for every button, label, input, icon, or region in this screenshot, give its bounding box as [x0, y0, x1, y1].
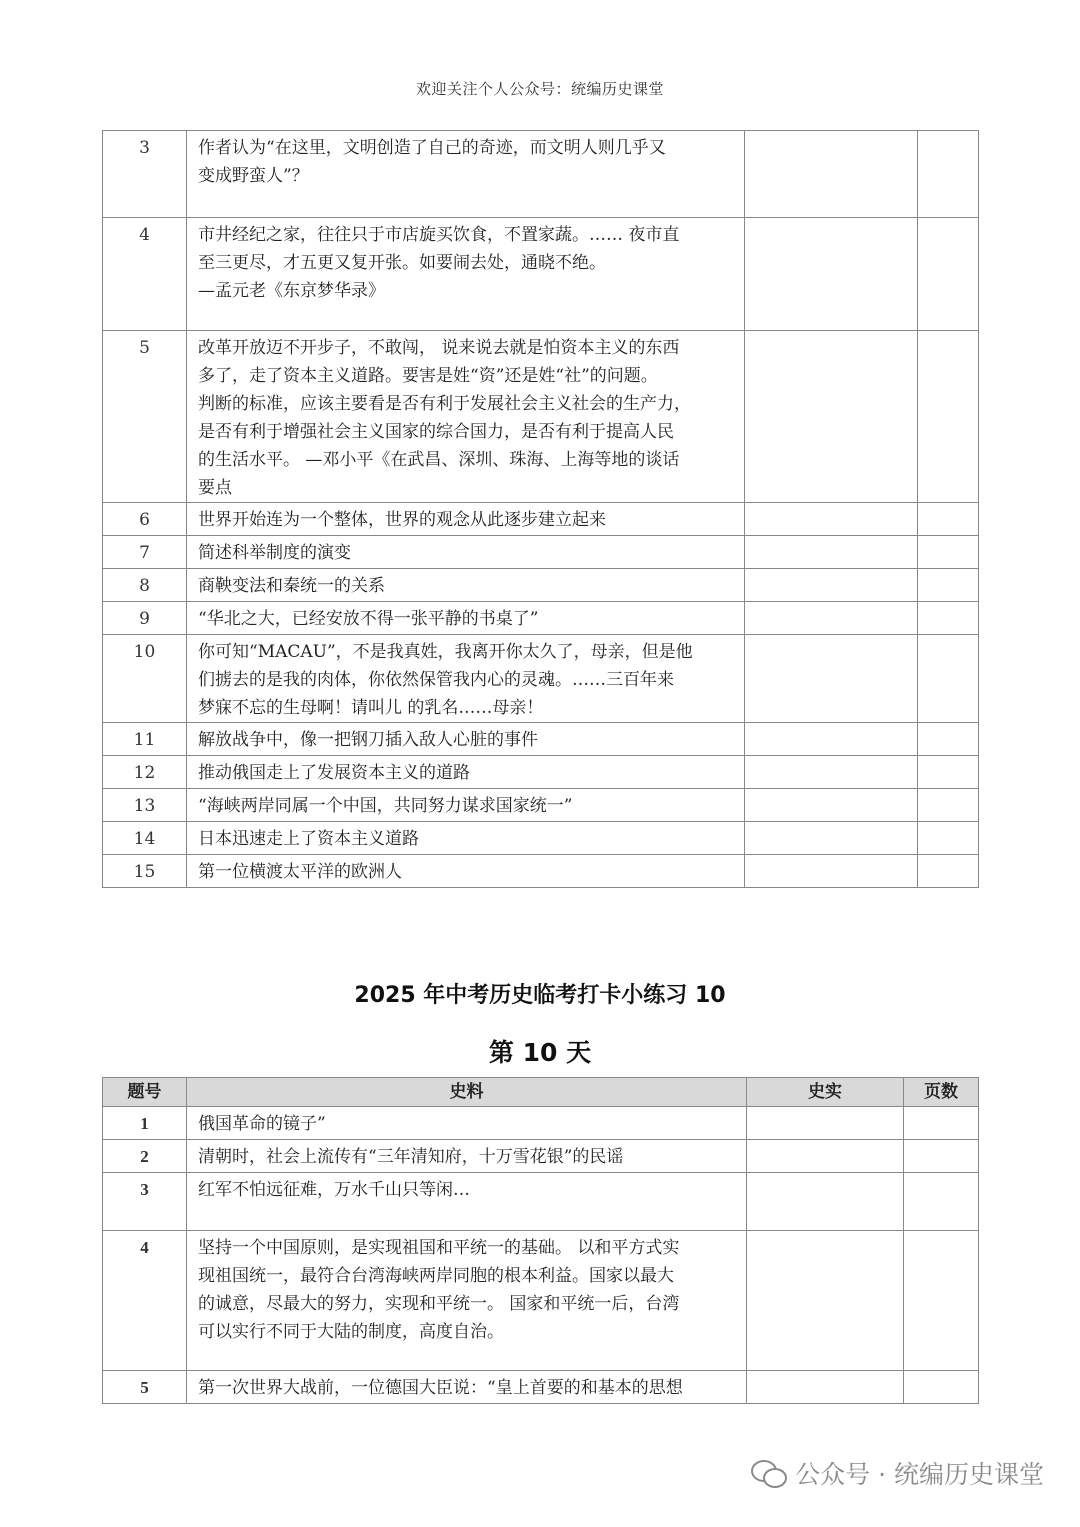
section-title: 2025 年中考历史临考打卡小练习 10 — [354, 983, 726, 1008]
row-number: 14 — [103, 822, 187, 855]
header-fact: 史实 — [747, 1078, 904, 1107]
page-cell[interactable] — [918, 756, 979, 789]
row-number: 3 — [103, 131, 187, 218]
fact-cell[interactable] — [745, 569, 918, 602]
fact-cell[interactable] — [745, 822, 918, 855]
source-line: 清朝时，社会上流传有“三年清知府，十万雪花银”的民谣 — [198, 1147, 624, 1167]
source-line: 是否有利于增强社会主义国家的综合国力，是否有利于提高人民 — [198, 422, 674, 442]
page-cell[interactable] — [918, 635, 979, 723]
fact-cell[interactable] — [745, 218, 918, 331]
source-cell — [187, 855, 745, 888]
watermark-text: 公众号 · 统编历史课堂 — [795, 1460, 1044, 1489]
source-cell — [187, 218, 745, 331]
row-number: 1 — [103, 1107, 187, 1140]
fact-cell[interactable] — [745, 789, 918, 822]
source-line: 市井经纪之家，往往只于市店旋买饮食，不置家蔬。…… 夜市直 — [198, 225, 680, 245]
fact-cell[interactable] — [745, 503, 918, 536]
source-line: 红军不怕远征难，万水千山只等闲… — [198, 1180, 470, 1200]
source-line: 商鞅变法和秦统一的关系 — [198, 576, 385, 596]
header-num: 题号 — [103, 1078, 187, 1107]
source-cell — [187, 1231, 747, 1371]
source-cell — [187, 602, 745, 635]
source-cell — [187, 723, 745, 756]
row-number: 4 — [103, 218, 187, 331]
source-line: —孟元老《东京梦华录》 — [198, 281, 385, 301]
source-line: 第一次世界大战前，一位德国大臣说：“皇上首要的和基本的思想 — [198, 1378, 683, 1398]
row-number: 5 — [103, 1371, 187, 1404]
history-table-previous — [102, 130, 979, 888]
source-cell — [187, 635, 745, 723]
table-row — [103, 789, 979, 822]
page-cell[interactable] — [918, 602, 979, 635]
source-line: “海峡两岸同属一个中国，共同努力谋求国家统一” — [198, 796, 573, 816]
table-row — [103, 855, 979, 888]
day-title: 第 10 天 — [488, 1038, 592, 1067]
fact-cell[interactable] — [745, 635, 918, 723]
page-cell[interactable] — [918, 789, 979, 822]
page-header: 欢迎关注个人公众号：统编历史课堂 — [415, 80, 664, 98]
page-cell[interactable] — [904, 1371, 979, 1404]
row-number: 10 — [103, 635, 187, 723]
row-number: 7 — [103, 536, 187, 569]
page-cell[interactable] — [904, 1107, 979, 1140]
source-line: 作者认为“在这里，文明创造了自己的奇迹，而文明人则几乎又 — [198, 138, 666, 158]
source-cell — [187, 569, 745, 602]
source-cell — [187, 131, 745, 218]
row-number: 3 — [103, 1173, 187, 1231]
source-cell — [187, 536, 745, 569]
source-cell — [187, 1107, 747, 1140]
page-cell[interactable] — [918, 131, 979, 218]
table-row — [103, 756, 979, 789]
source-line: 多了，走了资本主义道路。要害是姓“资”还是姓“社”的问题。 — [198, 366, 658, 386]
watermark — [751, 1455, 1044, 1491]
table-row — [103, 1173, 979, 1231]
source-line: 第一位横渡太平洋的欧洲人 — [198, 862, 402, 882]
table-row — [103, 503, 979, 536]
source-line: 梦寐不忘的生母啊！请叫儿 的乳名……母亲！ — [198, 698, 544, 718]
page-cell[interactable] — [904, 1173, 979, 1231]
source-line: 日本迅速走上了资本主义道路 — [198, 829, 419, 849]
table-row — [103, 218, 979, 331]
source-line: 现祖国统一，最符合台湾海峡两岸同胞的根本利益。国家以最大 — [198, 1266, 674, 1286]
source-cell — [187, 756, 745, 789]
page-cell[interactable] — [918, 331, 979, 503]
header-source: 史料 — [187, 1078, 747, 1107]
table-row — [103, 569, 979, 602]
row-number: 13 — [103, 789, 187, 822]
page-cell[interactable] — [918, 569, 979, 602]
page-cell[interactable] — [904, 1231, 979, 1371]
table-row — [103, 723, 979, 756]
source-line: 的生活水平。 —邓小平《在武昌、深圳、珠海、上海等地的谈话 — [198, 450, 680, 470]
table-row — [103, 1107, 979, 1140]
table-row — [103, 1231, 979, 1371]
page-cell[interactable] — [904, 1140, 979, 1173]
row-number: 8 — [103, 569, 187, 602]
table-row — [103, 1371, 979, 1404]
source-cell — [187, 1371, 747, 1404]
page-cell[interactable] — [918, 855, 979, 888]
fact-cell[interactable] — [745, 536, 918, 569]
header-page: 页数 — [904, 1078, 979, 1107]
row-number: 9 — [103, 602, 187, 635]
page-cell[interactable] — [918, 723, 979, 756]
source-line: 推动俄国走上了发展资本主义的道路 — [198, 763, 470, 783]
fact-cell[interactable] — [747, 1371, 904, 1404]
source-cell — [187, 1173, 747, 1231]
fact-cell[interactable] — [745, 602, 918, 635]
wechat-icon — [751, 1460, 785, 1486]
source-cell — [187, 789, 745, 822]
table-row — [103, 635, 979, 723]
fact-cell[interactable] — [747, 1231, 904, 1371]
source-cell — [187, 1140, 747, 1173]
page-cell[interactable] — [918, 822, 979, 855]
table-row — [103, 1140, 979, 1173]
fact-cell[interactable] — [745, 756, 918, 789]
source-cell — [187, 331, 745, 503]
page-cell[interactable] — [918, 536, 979, 569]
row-number: 11 — [103, 723, 187, 756]
row-number: 4 — [103, 1231, 187, 1371]
source-line: 简述科举制度的演变 — [198, 543, 351, 563]
row-number: 12 — [103, 756, 187, 789]
fact-cell[interactable] — [745, 855, 918, 888]
source-line: 们掳去的是我的肉体，你依然保管我内心的灵魂。……三百年来 — [198, 670, 674, 690]
table-row — [103, 536, 979, 569]
source-line: 改革开放迈不开步子，不敢闯， 说来说去就是怕资本主义的东西 — [198, 338, 680, 358]
page-cell[interactable] — [918, 218, 979, 331]
fact-cell[interactable] — [745, 131, 918, 218]
fact-cell[interactable] — [747, 1140, 904, 1173]
fact-cell[interactable] — [747, 1107, 904, 1140]
table-row — [103, 331, 979, 503]
table-row — [103, 822, 979, 855]
source-line: 变成野蛮人”？ — [198, 166, 309, 186]
fact-cell[interactable] — [747, 1173, 904, 1231]
table-row — [103, 602, 979, 635]
source-cell — [187, 822, 745, 855]
row-number: 5 — [103, 331, 187, 503]
source-line: 的诚意，尽最大的努力，实现和平统一。 国家和平统一后，台湾 — [198, 1294, 680, 1314]
source-line: 要点 — [198, 478, 232, 498]
fact-cell[interactable] — [745, 723, 918, 756]
page-cell[interactable] — [918, 503, 979, 536]
source-line: 至三更尽，才五更又复开张。如要闹去处，通晓不绝。 — [198, 253, 606, 273]
source-line: “华北之大，已经安放不得一张平静的书桌了” — [198, 609, 539, 629]
source-line: 坚持一个中国原则，是实现祖国和平统一的基础。 以和平方式实 — [198, 1238, 680, 1258]
source-line: 俄国革命的镜子” — [198, 1114, 326, 1134]
row-number: 15 — [103, 855, 187, 888]
source-cell — [187, 503, 745, 536]
history-table-day10 — [102, 1077, 979, 1404]
source-line: 判断的标准，应该主要看是否有利于发展社会主义社会的生产力， — [198, 394, 691, 414]
table-row — [103, 131, 979, 218]
source-line: 解放战争中，像一把钢刀插入敌人心脏的事件 — [198, 730, 538, 750]
source-line: 世界开始连为一个整体，世界的观念从此逐步建立起来 — [198, 510, 606, 530]
source-line: 你可知“MACAU”，不是我真姓，我离开你太久了，母亲，但是他 — [198, 642, 693, 662]
row-number: 6 — [103, 503, 187, 536]
source-line: 可以实行不同于大陆的制度，高度自治。 — [198, 1322, 504, 1342]
fact-cell[interactable] — [745, 331, 918, 503]
row-number: 2 — [103, 1140, 187, 1173]
